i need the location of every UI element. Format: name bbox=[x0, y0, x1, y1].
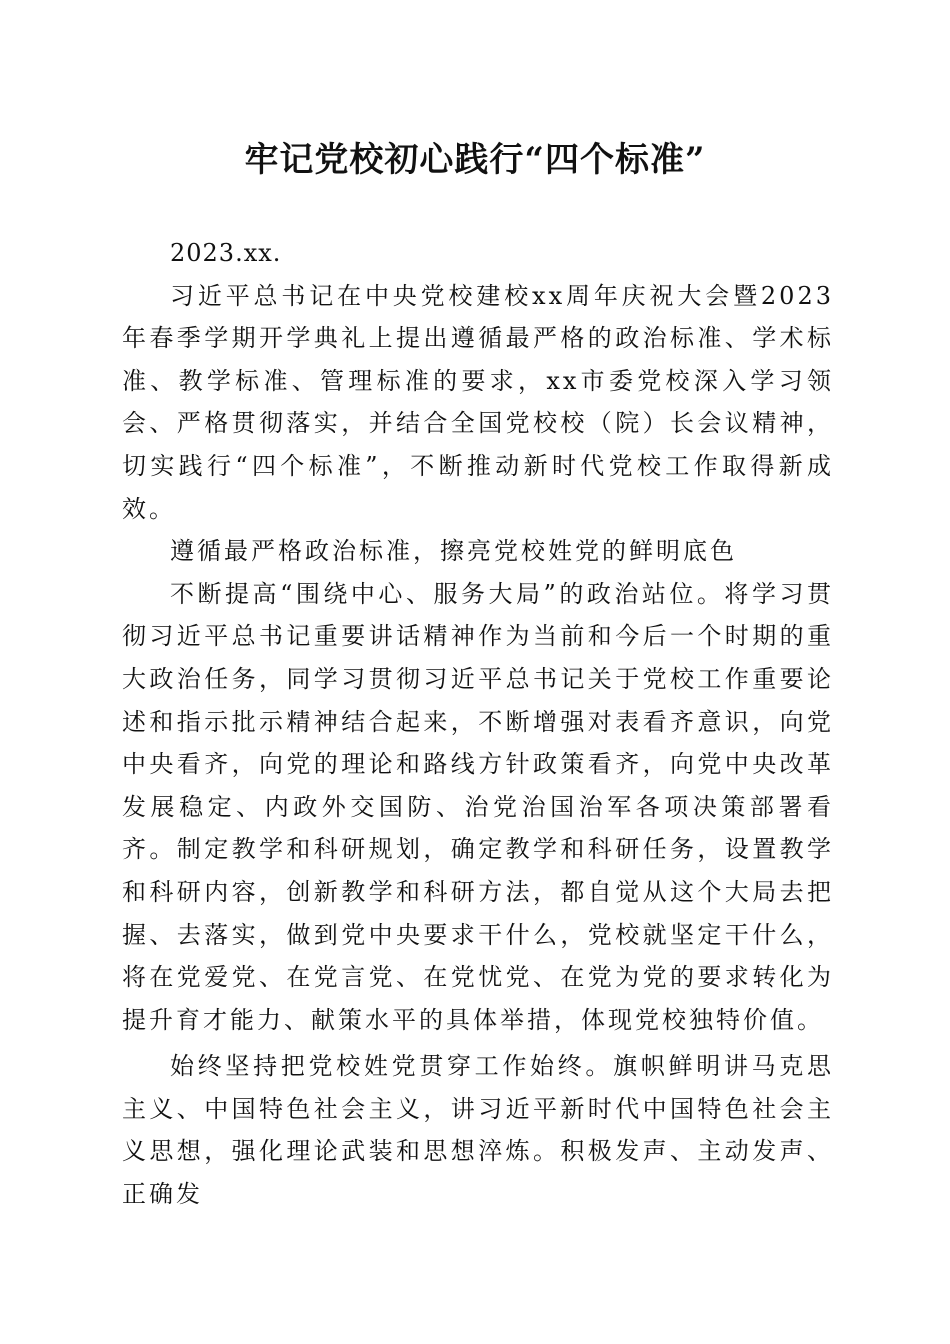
paragraph-intro: 习近平总书记在中央党校建校xx周年庆祝大会暨2023年春季学期开学典礼上提出遵循最严格的政治标准、学术标准、教学标准、管理标准的要求，xx市委党校深入学习领会、严格贯彻落实，并结合全国党校校（院）长会议精神，切实践行“四个标准”，不断推动新时代党校工作取得新成效。 bbox=[122, 281, 834, 523]
paragraph-party-nature: 始终坚持把党校姓党贯穿工作始终。旗帜鲜明讲马克思主义、中国特色社会主义，讲习近平新时代中国特色社会主义思想，强化理论武装和思想淬炼。积极发声、主动发声、正确发 bbox=[122, 1052, 834, 1209]
document-date: 2023.xx. bbox=[170, 239, 282, 267]
document-body bbox=[122, 232, 834, 1216]
document-title: 牢记党校初心践行“四个标准” bbox=[244, 140, 706, 180]
paragraph-political-stance: 不断提高“围绕中心、服务大局”的政治站位。将学习贯彻习近平总书记重要讲话精神作为当前和今后一个时期的重大政治任务，同学习贯彻习近平总书记关于党校工作重要论述和指示批示精神结合起来，不断增强对表看齐意识，向党中央看齐，向党的理论和路线方针政策看齐，向党中央改革发展稳定、内政外交国防、治党治国治军各项决策部署看齐。制定教学和科研规划，确定教学和科研任务，设置教学和科研内容，创新教学和科研方法，都自觉从这个大局去把握、去落实，做到党中央要求干什么，党校就坚定干什么，将在党爱党、在党言党、在党忧党、在党为党的要求转化为提升育才能力、献策水平的具体举措，体现党校独特价值。 bbox=[122, 579, 834, 1034]
section-heading-political-standard: 遵循最严格政治标准，擦亮党校姓党的鲜明底色 bbox=[170, 537, 737, 566]
